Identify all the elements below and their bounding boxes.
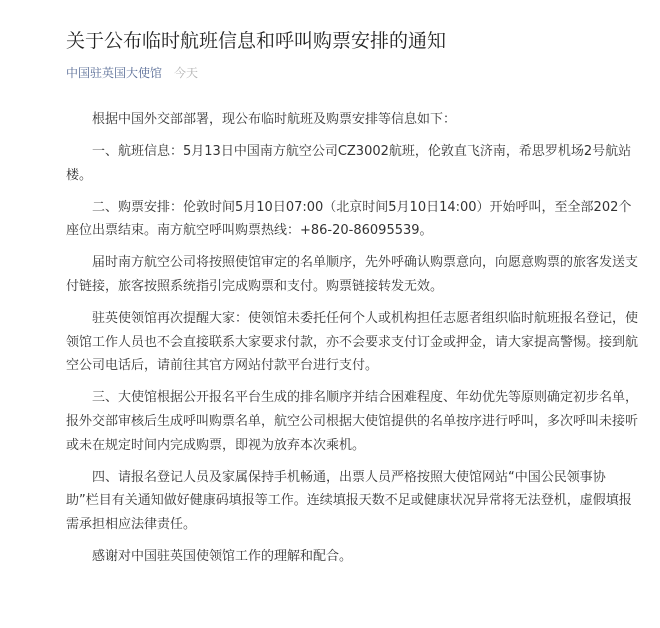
paragraph-ticket-arrangement: 二、购票安排：伦敦时间5月10日07:00（北京时间5月10日14:00）开始呼叫，至全部202个座位出票结束。南方航空呼叫购票热线：+86-20-86095539。 xyxy=(66,199,632,239)
paragraph-fraud-warning: 驻英使领馆再次提醒大家：使领馆未委托任何个人或机构担任志愿者组织临时航班报名登记，使领馆工作人员也不会直接联系大家要求付款，亦不会要求支付订金或押金，请大家提高警惕。接到航空公司电话后，请前往其官方网站付款平台进行支付。 xyxy=(66,311,639,374)
paragraph-calling-process: 届时南方航空公司将按照使馆审定的名单顺序，先外呼确认购票意向，向愿意购票的旅客发送支付链接，旅客按照系统指引完成购票和支付。购票链接转发无效。 xyxy=(66,255,639,295)
article-author-link[interactable]: 中国驻英国大使馆 xyxy=(66,66,163,80)
article-date: 今天 xyxy=(174,66,199,80)
paragraph-list-rules: 三、大使馆根据公开报名平台生成的排名顺序并结合困难程度、年幼优先等原则确定初步名单，报外交部审核后生成呼叫购票名单，航空公司根据大使馆提供的名单按序进行呼叫，多次呼叫未接听或未在规定时间内完成购票，即视为放弃本次乘机。 xyxy=(66,390,639,453)
paragraph-thanks: 感谢对中国驻英国使领馆工作的理解和配合。 xyxy=(92,549,353,564)
paragraph-intro: 根据中国外交部部署，现公布临时航班及购票安排等信息如下： xyxy=(92,112,457,127)
paragraph-flight-info: 一、航班信息：5月13日中国南方航空公司CZ3002航班，伦敦直飞济南，希思罗机场2号航站楼。 xyxy=(66,144,632,183)
article-meta xyxy=(66,64,198,82)
paragraph-health-code: 四、请报名登记人员及家属保持手机畅通，出票人员严格按照大使馆网站“中国公民领事协助”栏目有关通知做好健康码填报等工作。连续填报天数不足或健康状况异常将无法登机，虚假填报需承担相应法律责任。 xyxy=(66,469,632,532)
article-title: 关于公布临时航班信息和呼叫购票安排的通知 xyxy=(66,30,447,52)
article-body xyxy=(66,108,638,577)
